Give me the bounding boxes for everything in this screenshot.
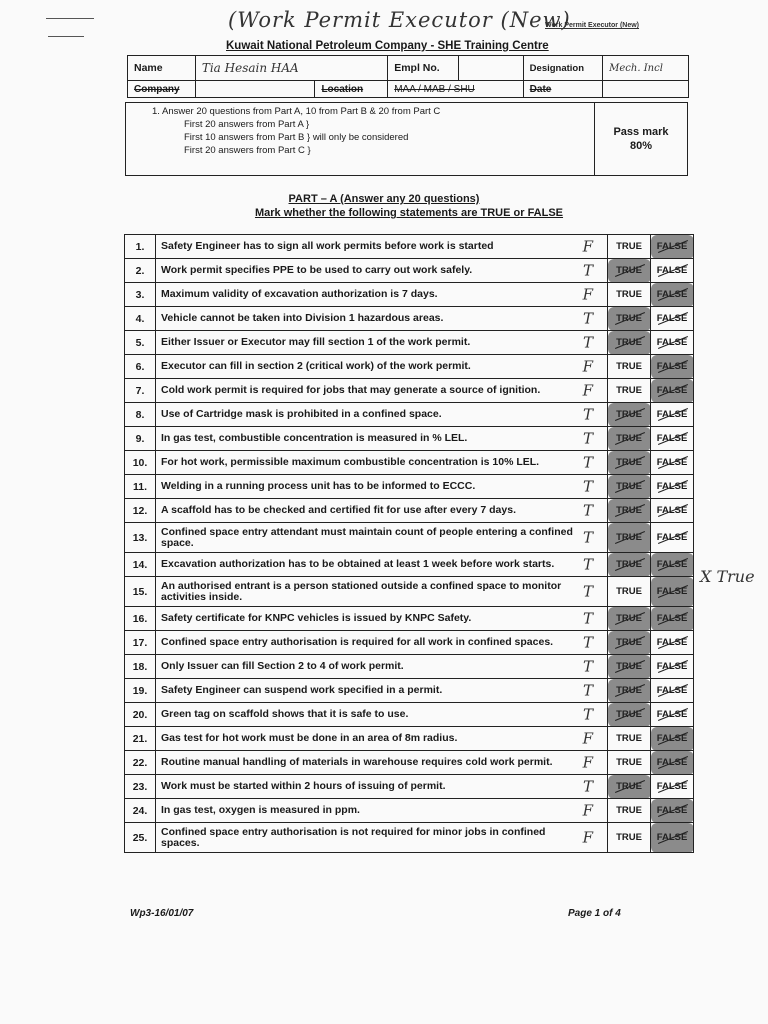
question-statement	[156, 379, 608, 403]
question-row	[125, 307, 694, 331]
true-option[interactable]: TRUE	[608, 751, 651, 775]
handwritten-title: (Work Permit Executor (New)	[228, 8, 571, 32]
handwritten-answer: T	[582, 476, 593, 495]
instruction-line: First 10 answers from Part B } will only be considered	[184, 132, 409, 143]
location-value: MAA / MAB / SHU	[388, 81, 523, 98]
true-option[interactable]: TRUE	[608, 355, 651, 379]
name-label: Name	[128, 56, 196, 81]
statement-text: For hot work, permissible maximum combustible concentration is 10% LEL.	[161, 456, 540, 468]
empl-value	[459, 56, 524, 81]
date-value	[603, 81, 689, 98]
question-row	[125, 703, 694, 727]
question-number: 6.	[125, 355, 156, 379]
name-value: Tia Hesain HAA	[195, 56, 387, 81]
pass-mark-value: 80%	[629, 140, 652, 152]
handwritten-answer: F	[582, 380, 593, 399]
false-option[interactable]: FALSE	[651, 553, 694, 577]
question-row	[125, 823, 694, 853]
statement-text: Safety certificate for KNPC vehicles is issued by KNPC Safety.	[161, 612, 472, 624]
question-row	[125, 475, 694, 499]
question-number: 21.	[125, 727, 156, 751]
false-option[interactable]: FALSE	[651, 355, 694, 379]
statement-text: Either Issuer or Executor may fill section 1 of the work permit.	[161, 336, 471, 348]
false-option[interactable]: FALSE	[651, 607, 694, 631]
company-label: Company	[128, 81, 196, 98]
question-row	[125, 727, 694, 751]
handwritten-answer: T	[582, 428, 593, 447]
statement-text: Gas test for hot work must be done in an area of 8m radius.	[161, 732, 458, 744]
handwritten-answer: F	[582, 728, 593, 747]
question-row	[125, 235, 694, 259]
question-row	[125, 403, 694, 427]
question-statement	[156, 259, 608, 283]
handwritten-answer: T	[582, 500, 593, 519]
false-option[interactable]: FALSE	[651, 727, 694, 751]
false-option[interactable]: FALSE	[651, 331, 694, 355]
handwritten-answer: T	[582, 527, 593, 546]
candidate-info-table	[127, 55, 689, 98]
question-number: 24.	[125, 799, 156, 823]
question-statement	[156, 499, 608, 523]
true-option[interactable]: TRUE	[608, 823, 651, 853]
statement-text: Safety Engineer can suspend work specified in a permit.	[161, 684, 443, 696]
false-option[interactable]: FALSE	[651, 379, 694, 403]
margin-mark	[46, 18, 94, 19]
question-statement	[156, 523, 608, 553]
true-option[interactable]: TRUE	[608, 235, 651, 259]
question-number: 8.	[125, 403, 156, 427]
true-option[interactable]: TRUE	[608, 379, 651, 403]
false-option[interactable]: FALSE	[651, 475, 694, 499]
question-number: 14.	[125, 553, 156, 577]
question-row	[125, 427, 694, 451]
false-option[interactable]: FALSE	[651, 259, 694, 283]
document-code: Wp3-16/01/07	[130, 908, 194, 919]
question-number: 19.	[125, 679, 156, 703]
instruction-line: First 20 answers from Part A }	[184, 119, 310, 130]
question-row	[125, 331, 694, 355]
question-statement	[156, 823, 608, 853]
true-option[interactable]: TRUE	[608, 259, 651, 283]
statement-text: Executor can fill in section 2 (critical work) of the work permit.	[161, 360, 471, 372]
handwritten-answer: T	[582, 680, 593, 699]
location-label: Location	[315, 81, 388, 98]
page-number: Page 1 of 4	[568, 908, 621, 919]
pass-mark-label: Pass mark	[613, 126, 669, 138]
statement-text: Vehicle cannot be taken into Division 1 hazardous areas.	[161, 312, 444, 324]
question-statement	[156, 799, 608, 823]
question-statement	[156, 631, 608, 655]
handwritten-answer: T	[582, 608, 593, 627]
true-option[interactable]: TRUE	[608, 679, 651, 703]
question-number: 5.	[125, 331, 156, 355]
statement-text: In gas test, combustible concentration is measured in % LEL.	[161, 432, 468, 444]
question-number: 15.	[125, 577, 156, 607]
question-row	[125, 631, 694, 655]
question-number: 3.	[125, 283, 156, 307]
question-row	[125, 775, 694, 799]
true-option[interactable]: TRUE	[608, 475, 651, 499]
true-option[interactable]: TRUE	[608, 451, 651, 475]
true-option[interactable]: TRUE	[608, 607, 651, 631]
questions-table	[124, 234, 694, 853]
true-option[interactable]: TRUE	[608, 703, 651, 727]
question-row	[125, 751, 694, 775]
handwritten-answer: F	[582, 827, 593, 846]
question-row	[125, 499, 694, 523]
statement-text: Work must be started within 2 hours of issuing of permit.	[161, 780, 446, 792]
question-statement	[156, 577, 608, 607]
part-a-subheading: Mark whether the following statements are TRUE or FALSE	[254, 207, 564, 219]
true-option[interactable]: TRUE	[608, 283, 651, 307]
question-row	[125, 523, 694, 553]
question-number: 9.	[125, 427, 156, 451]
question-row	[125, 607, 694, 631]
false-option[interactable]: FALSE	[651, 577, 694, 607]
handwritten-answer: T	[582, 656, 593, 675]
true-option[interactable]: TRUE	[608, 403, 651, 427]
false-option[interactable]: FALSE	[651, 703, 694, 727]
question-number: 22.	[125, 751, 156, 775]
question-statement	[156, 751, 608, 775]
pass-mark	[594, 103, 687, 175]
statement-text: Cold work permit is required for jobs that may generate a source of ignition.	[161, 384, 541, 396]
false-option[interactable]: FALSE	[651, 427, 694, 451]
question-row	[125, 577, 694, 607]
handwritten-answer: T	[582, 776, 593, 795]
false-option[interactable]: FALSE	[651, 751, 694, 775]
true-option[interactable]: TRUE	[608, 577, 651, 607]
question-statement	[156, 607, 608, 631]
true-option[interactable]: TRUE	[608, 631, 651, 655]
false-option[interactable]: FALSE	[651, 451, 694, 475]
question-statement	[156, 235, 608, 259]
handwritten-answer: F	[582, 356, 593, 375]
question-number: 10.	[125, 451, 156, 475]
false-option[interactable]: FALSE	[651, 823, 694, 853]
handwritten-answer: T	[582, 554, 593, 573]
handwritten-answer: F	[582, 752, 593, 771]
handwritten-answer: T	[582, 332, 593, 351]
false-option[interactable]: FALSE	[651, 631, 694, 655]
true-option[interactable]: TRUE	[608, 307, 651, 331]
true-option[interactable]: TRUE	[608, 499, 651, 523]
question-row	[125, 283, 694, 307]
handwritten-answer: F	[582, 236, 593, 255]
empl-label: Empl No.	[388, 56, 459, 81]
false-option[interactable]: FALSE	[651, 799, 694, 823]
question-number: 2.	[125, 259, 156, 283]
statement-text: An authorised entrant is a person stationed outside a confined space to monitor activities inside.	[161, 579, 562, 603]
instructions-box	[125, 102, 688, 176]
question-statement	[156, 427, 608, 451]
company-value	[195, 81, 315, 98]
question-number: 12.	[125, 499, 156, 523]
question-row	[125, 355, 694, 379]
designation-value: Mech. Incl	[603, 56, 689, 81]
question-statement	[156, 655, 608, 679]
question-statement	[156, 679, 608, 703]
true-option[interactable]: TRUE	[608, 655, 651, 679]
question-number: 25.	[125, 823, 156, 853]
handwritten-answer: F	[582, 284, 593, 303]
instructions-text	[152, 105, 440, 157]
statement-text: Only Issuer can fill Section 2 to 4 of work permit.	[161, 660, 404, 672]
handwritten-answer: T	[582, 452, 593, 471]
true-option[interactable]: TRUE	[608, 727, 651, 751]
question-row	[125, 379, 694, 403]
question-statement	[156, 403, 608, 427]
question-number: 7.	[125, 379, 156, 403]
statement-text: Work permit specifies PPE to be used to carry out work safely.	[161, 264, 473, 276]
handwritten-answer: T	[582, 260, 593, 279]
question-number: 1.	[125, 235, 156, 259]
handwritten-answer: T	[582, 308, 593, 327]
false-option[interactable]: FALSE	[651, 523, 694, 553]
statement-text: Excavation authorization has to be obtained at least 1 week before work starts.	[161, 558, 555, 570]
question-row	[125, 259, 694, 283]
false-option[interactable]: FALSE	[651, 499, 694, 523]
question-number: 16.	[125, 607, 156, 631]
statement-text: Confined space entry authorisation is required for all work in confined spaces.	[161, 636, 554, 648]
organization-title: Kuwait National Petroleum Company - SHE Training Centre	[226, 40, 549, 52]
true-option[interactable]: TRUE	[608, 331, 651, 355]
question-statement	[156, 331, 608, 355]
question-number: 18.	[125, 655, 156, 679]
question-row	[125, 655, 694, 679]
true-option[interactable]: TRUE	[608, 427, 651, 451]
false-option[interactable]: FALSE	[651, 403, 694, 427]
question-number: 11.	[125, 475, 156, 499]
handwritten-answer: T	[582, 704, 593, 723]
question-row	[125, 451, 694, 475]
handwritten-answer: T	[582, 632, 593, 651]
reference-code: Work Permit Executor (New)	[545, 22, 640, 29]
question-statement	[156, 727, 608, 751]
part-a-heading: PART – A (Answer any 20 questions)	[288, 193, 480, 205]
handwritten-answer: T	[582, 581, 593, 600]
question-row	[125, 799, 694, 823]
margin-mark	[48, 36, 84, 37]
statement-text: Green tag on scaffold shows that it is safe to use.	[161, 708, 409, 720]
question-statement	[156, 775, 608, 799]
question-statement	[156, 703, 608, 727]
false-option[interactable]: FALSE	[651, 283, 694, 307]
statement-text: A scaffold has to be checked and certified fit for use after every 7 days.	[161, 504, 516, 516]
margin-correction-note: X True	[700, 567, 755, 586]
statement-text: Welding in a running process unit has to be informed to ECCC.	[161, 480, 476, 492]
question-statement	[156, 475, 608, 499]
designation-label: Designation	[523, 56, 602, 81]
false-option[interactable]: FALSE	[651, 679, 694, 703]
question-row	[125, 553, 694, 577]
instruction-line: First 20 answers from Part C }	[184, 145, 311, 156]
false-option[interactable]: FALSE	[651, 775, 694, 799]
statement-text: Confined space entry authorisation is not required for minor jobs in confined spaces.	[161, 825, 546, 849]
question-statement	[156, 283, 608, 307]
statement-text: Use of Cartridge mask is prohibited in a confined space.	[161, 408, 442, 420]
date-label: Date	[523, 81, 602, 98]
question-number: 13.	[125, 523, 156, 553]
question-statement	[156, 553, 608, 577]
false-option[interactable]: FALSE	[651, 307, 694, 331]
statement-text: In gas test, oxygen is measured in ppm.	[161, 804, 360, 816]
true-option[interactable]: TRUE	[608, 775, 651, 799]
statement-text: Maximum validity of excavation authorization is 7 days.	[161, 288, 438, 300]
question-statement	[156, 307, 608, 331]
instruction-line: 1. Answer 20 questions from Part A, 10 from Part B & 20 from Part C	[152, 106, 441, 117]
true-option[interactable]: TRUE	[608, 799, 651, 823]
false-option[interactable]: FALSE	[651, 655, 694, 679]
question-row	[125, 679, 694, 703]
statement-text: Confined space entry attendant must maintain count of people entering a confined space.	[161, 525, 573, 549]
question-number: 17.	[125, 631, 156, 655]
true-option[interactable]: TRUE	[608, 553, 651, 577]
true-option[interactable]: TRUE	[608, 523, 651, 553]
question-number: 23.	[125, 775, 156, 799]
question-statement	[156, 451, 608, 475]
handwritten-answer: F	[582, 800, 593, 819]
question-number: 4.	[125, 307, 156, 331]
handwritten-answer: T	[582, 404, 593, 423]
statement-text: Safety Engineer has to sign all work permits before work is started	[161, 240, 494, 252]
question-number: 20.	[125, 703, 156, 727]
statement-text: Routine manual handling of materials in warehouse requires cold work permit.	[161, 756, 553, 768]
question-statement	[156, 355, 608, 379]
false-option[interactable]: FALSE	[651, 235, 694, 259]
